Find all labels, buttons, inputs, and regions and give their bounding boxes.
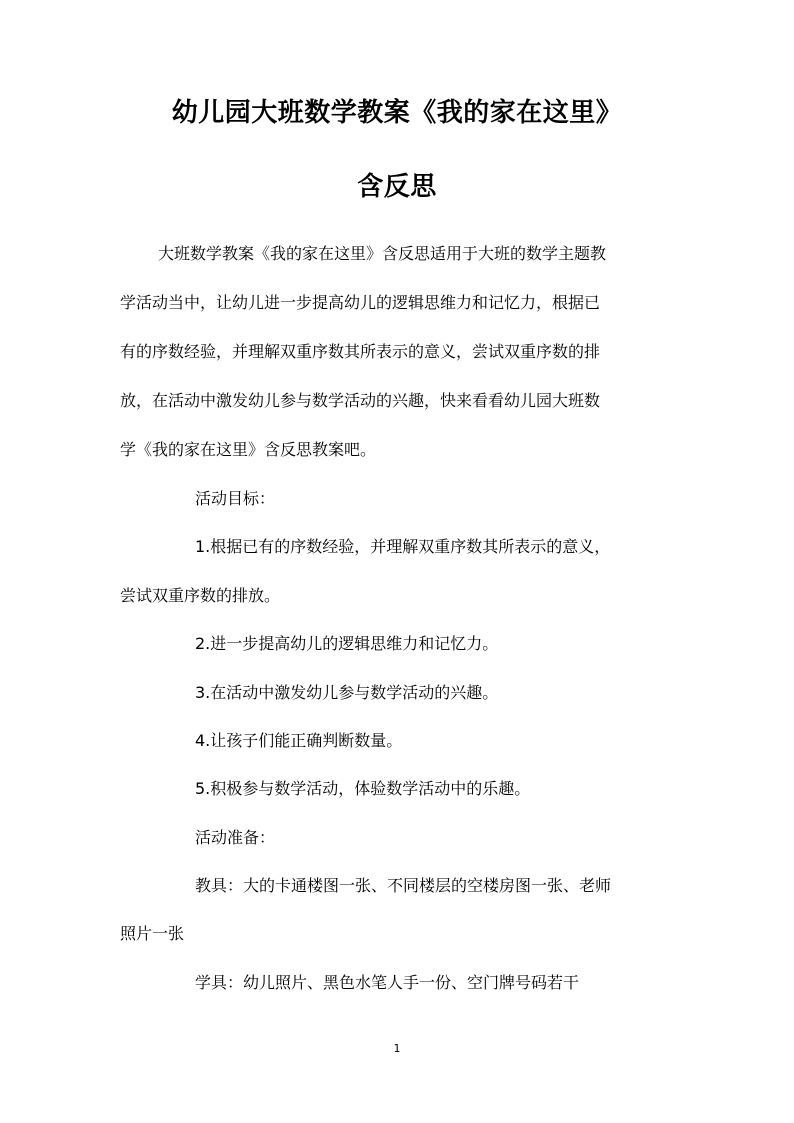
goal-line-2: 2.进一步提高幼儿的逻辑思维力和记忆力。 [195,634,499,653]
intro-line-1: 大班数学教案《我的家在这里》含反思适用于大班的数学主题教 [158,244,607,263]
title-line-2: 含反思 [357,172,437,202]
title-line-1: 幼儿园大班数学教案《我的家在这里》 [171,98,623,128]
goal-line-1-cont: 尝试双重序数的排放。 [120,586,281,605]
intro-line-5: 学《我的家在这里》含反思教案吧。 [120,440,377,459]
prep-line-1-cont: 照片一张 [120,924,185,943]
page-number: 1 [393,1042,401,1055]
goal-line-1: 1.根据已有的序数经验，并理解双重序数其所表示的意义， [195,537,611,556]
goals-heading: 活动目标： [195,489,276,508]
goal-line-3: 3.在活动中激发幼儿参与数学活动的兴趣。 [195,683,499,702]
intro-line-2: 学活动当中，让幼儿进一步提高幼儿的逻辑思维力和记忆力，根据已 [120,293,601,312]
intro-line-4: 放，在活动中激发幼儿参与数学活动的兴趣，快来看看幼儿园大班数 [120,391,601,410]
prep-line-1: 教具：大的卡通楼图一张、不同楼层的空楼房图一张、老师 [195,876,612,895]
prep-line-2: 学具：幼儿照片、黑色水笔人手一份、空门牌号码若干 [195,973,580,992]
goal-line-4: 4.让孩子们能正确判断数量。 [195,731,403,750]
goal-line-5: 5.积极参与数学活动，体验数学活动中的乐趣。 [195,779,531,798]
intro-line-3: 有的序数经验，并理解双重序数其所表示的意义，尝试双重序数的排 [120,342,601,361]
prep-heading: 活动准备： [195,828,276,847]
